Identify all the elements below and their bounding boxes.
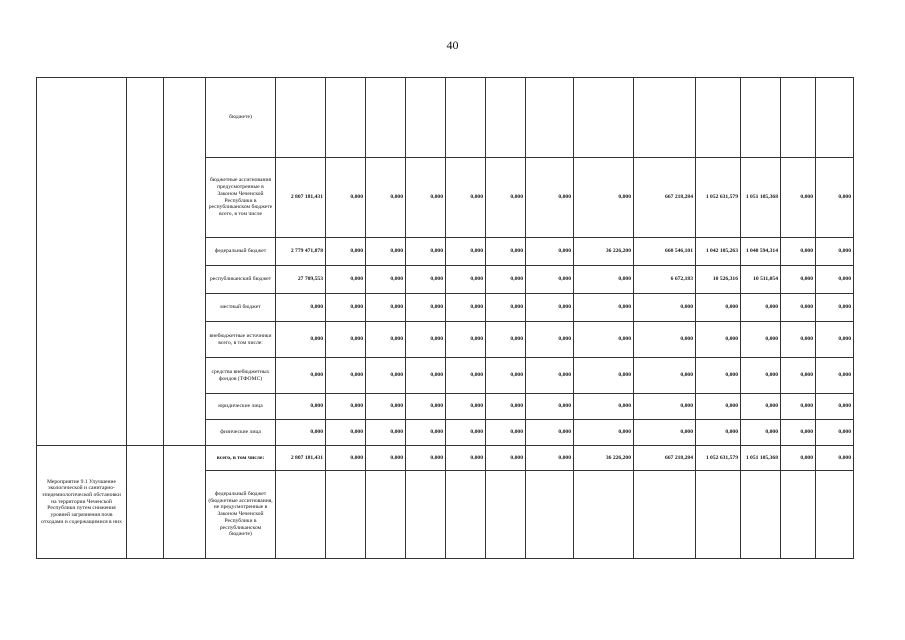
value-cell [486, 471, 526, 559]
value-cell: 0,000 [574, 358, 634, 394]
table-row [37, 446, 854, 471]
value-cell: 0,000 [406, 446, 446, 471]
value-cell: 0,000 [526, 238, 574, 266]
value-cell: 0,000 [741, 394, 781, 420]
value-cell: 2 807 181,431 [276, 158, 326, 238]
value-cell: 667 218,284 [634, 158, 696, 238]
value-cell [526, 78, 574, 158]
value-cell: 0,000 [816, 322, 854, 358]
value-cell: 0,000 [366, 394, 406, 420]
value-cell: 0,000 [781, 322, 816, 358]
value-cell: 0,000 [276, 322, 326, 358]
value-cell: 0,000 [276, 294, 326, 322]
value-cell: 0,000 [526, 420, 574, 446]
value-cell: 0,000 [816, 266, 854, 294]
funding-source-label: физические лица [206, 420, 276, 446]
value-cell: 0,000 [446, 158, 486, 238]
value-cell: 0,000 [326, 358, 366, 394]
value-cell: 0,000 [486, 446, 526, 471]
value-cell: 0,000 [366, 294, 406, 322]
value-cell: 0,000 [696, 358, 741, 394]
value-cell: 0,000 [526, 394, 574, 420]
value-cell [446, 78, 486, 158]
value-cell [781, 471, 816, 559]
value-cell: 0,000 [574, 322, 634, 358]
value-cell: 0,000 [781, 294, 816, 322]
value-cell: 0,000 [406, 158, 446, 238]
event-title: Мероприятие 9.1 Улучшение экологической и санитарно-эпидемиологической обстановки на территории Чеченской Республики путем снижения уровней загрязнения почв отходами и содержащимися в них [37, 446, 127, 559]
value-cell: 0,000 [486, 394, 526, 420]
value-cell: 0,000 [446, 266, 486, 294]
value-cell: 0,000 [526, 294, 574, 322]
value-cell: 0,000 [486, 266, 526, 294]
funding-source-label: местный бюджет [206, 294, 276, 322]
value-cell: 0,000 [326, 158, 366, 238]
value-cell: 0,000 [326, 266, 366, 294]
value-cell: 0,000 [634, 294, 696, 322]
value-cell [816, 78, 854, 158]
value-cell [741, 471, 781, 559]
value-cell: 0,000 [406, 294, 446, 322]
event-cell [37, 78, 127, 446]
value-cell: 0,000 [276, 394, 326, 420]
value-cell: 0,000 [781, 446, 816, 471]
value-cell [276, 471, 326, 559]
funding-source-label: бюджете) [206, 78, 276, 158]
value-cell: 0,000 [446, 446, 486, 471]
value-cell: 0,000 [781, 394, 816, 420]
value-cell [574, 471, 634, 559]
value-cell: 0,000 [816, 446, 854, 471]
value-cell: 0,000 [696, 322, 741, 358]
value-cell: 0,000 [446, 322, 486, 358]
value-cell: 0,000 [696, 420, 741, 446]
program-cell [127, 78, 164, 446]
value-cell: 660 546,101 [634, 238, 696, 266]
value-cell: 0,000 [406, 420, 446, 446]
value-cell: 0,000 [406, 358, 446, 394]
value-cell [574, 78, 634, 158]
value-cell: 0,000 [446, 420, 486, 446]
value-cell [406, 78, 446, 158]
value-cell: 0,000 [406, 238, 446, 266]
value-cell: 0,000 [486, 420, 526, 446]
value-cell: 1 040 594,314 [741, 238, 781, 266]
value-cell: 0,000 [486, 358, 526, 394]
value-cell [366, 471, 406, 559]
value-cell: 0,000 [816, 420, 854, 446]
value-cell: 1 052 631,579 [696, 446, 741, 471]
value-cell: 0,000 [366, 266, 406, 294]
value-cell: 0,000 [326, 394, 366, 420]
value-cell: 0,000 [526, 266, 574, 294]
value-cell: 0,000 [574, 420, 634, 446]
value-cell: 0,000 [741, 358, 781, 394]
value-cell: 0,000 [781, 158, 816, 238]
value-cell: 0,000 [276, 358, 326, 394]
value-cell: 0,000 [574, 294, 634, 322]
value-cell: 0,000 [816, 358, 854, 394]
value-cell: 0,000 [326, 238, 366, 266]
value-cell: 0,000 [406, 394, 446, 420]
value-cell: 0,000 [741, 322, 781, 358]
value-cell: 0,000 [634, 420, 696, 446]
value-cell: 0,000 [366, 446, 406, 471]
value-cell: 0,000 [574, 158, 634, 238]
value-cell [326, 471, 366, 559]
value-cell: 1 051 105,368 [741, 446, 781, 471]
value-cell [406, 471, 446, 559]
table-row [37, 78, 854, 158]
value-cell [526, 471, 574, 559]
value-cell: 0,000 [696, 394, 741, 420]
value-cell: 0,000 [574, 394, 634, 420]
value-cell [446, 471, 486, 559]
value-cell: 0,000 [366, 238, 406, 266]
funding-source-label: федеральный бюджет [206, 238, 276, 266]
value-cell: 10 511,054 [741, 266, 781, 294]
value-cell [816, 471, 854, 559]
value-cell: 2 779 471,878 [276, 238, 326, 266]
value-cell [276, 78, 326, 158]
value-cell: 0,000 [526, 446, 574, 471]
value-cell: 6 672,183 [634, 266, 696, 294]
value-cell: 0,000 [446, 238, 486, 266]
value-cell: 0,000 [526, 322, 574, 358]
value-cell: 0,000 [741, 420, 781, 446]
funding-source-label: бюджетные ассигнования предусмотренные в Законом Чеченской Республики в республиканском бюджете всего, в том числе [206, 158, 276, 238]
value-cell: 0,000 [486, 158, 526, 238]
value-cell: 0,000 [816, 394, 854, 420]
value-cell: 1 051 105,368 [741, 158, 781, 238]
funding-source-label: федеральный бюджет (бюджетные ассигнования, не предусмотренные в Законом Чеченской Республики в республиканском бюджете) [206, 471, 276, 559]
value-cell [486, 78, 526, 158]
executor-cell [164, 78, 206, 446]
value-cell: 0,000 [486, 294, 526, 322]
value-cell [634, 471, 696, 559]
value-cell: 667 218,284 [634, 446, 696, 471]
value-cell: 1 042 105,263 [696, 238, 741, 266]
value-cell: 0,000 [634, 394, 696, 420]
value-cell: 0,000 [816, 294, 854, 322]
value-cell: 0,000 [781, 266, 816, 294]
funding-source-label: внебюджетные источники всего, в том числе: [206, 322, 276, 358]
value-cell [366, 78, 406, 158]
value-cell: 0,000 [406, 322, 446, 358]
value-cell: 36 226,200 [574, 238, 634, 266]
value-cell: 0,000 [276, 420, 326, 446]
value-cell: 0,000 [526, 358, 574, 394]
value-cell: 0,000 [326, 446, 366, 471]
value-cell: 2 807 181,431 [276, 446, 326, 471]
value-cell: 0,000 [816, 158, 854, 238]
value-cell: 1 052 631,579 [696, 158, 741, 238]
value-cell: 0,000 [446, 394, 486, 420]
value-cell [634, 78, 696, 158]
value-cell: 0,000 [486, 322, 526, 358]
funding-source-label: средства внебюджетных фондов (ТФОМС) [206, 358, 276, 394]
value-cell: 0,000 [326, 322, 366, 358]
value-cell: 0,000 [366, 322, 406, 358]
funding-source-label: юридические лица [206, 394, 276, 420]
value-cell: 0,000 [816, 238, 854, 266]
value-cell: 0,000 [526, 158, 574, 238]
page-number: 40 [446, 38, 459, 52]
value-cell: 0,000 [781, 238, 816, 266]
value-cell: 0,000 [366, 158, 406, 238]
value-cell [696, 471, 741, 559]
value-cell: 0,000 [366, 358, 406, 394]
value-cell: 0,000 [446, 294, 486, 322]
value-cell [696, 78, 741, 158]
value-cell [326, 78, 366, 158]
value-cell: 0,000 [781, 358, 816, 394]
executor-cell [164, 446, 206, 559]
value-cell: 0,000 [634, 358, 696, 394]
value-cell [741, 78, 781, 158]
value-cell: 0,000 [446, 358, 486, 394]
value-cell: 0,000 [574, 266, 634, 294]
value-cell: 0,000 [781, 420, 816, 446]
value-cell: 0,000 [406, 266, 446, 294]
funding-source-label: республиканский бюджет [206, 266, 276, 294]
value-cell: 36 226,200 [574, 446, 634, 471]
budget-table [36, 77, 854, 559]
value-cell: 0,000 [741, 294, 781, 322]
value-cell: 27 709,553 [276, 266, 326, 294]
value-cell: 0,000 [326, 420, 366, 446]
value-cell: 10 526,316 [696, 266, 741, 294]
value-cell: 0,000 [326, 294, 366, 322]
value-cell: 0,000 [366, 420, 406, 446]
value-cell [781, 78, 816, 158]
value-cell: 0,000 [486, 238, 526, 266]
value-cell: 0,000 [634, 322, 696, 358]
value-cell: 0,000 [696, 294, 741, 322]
program-cell [127, 446, 164, 559]
funding-source-label: всего, в том числе: [206, 446, 276, 471]
